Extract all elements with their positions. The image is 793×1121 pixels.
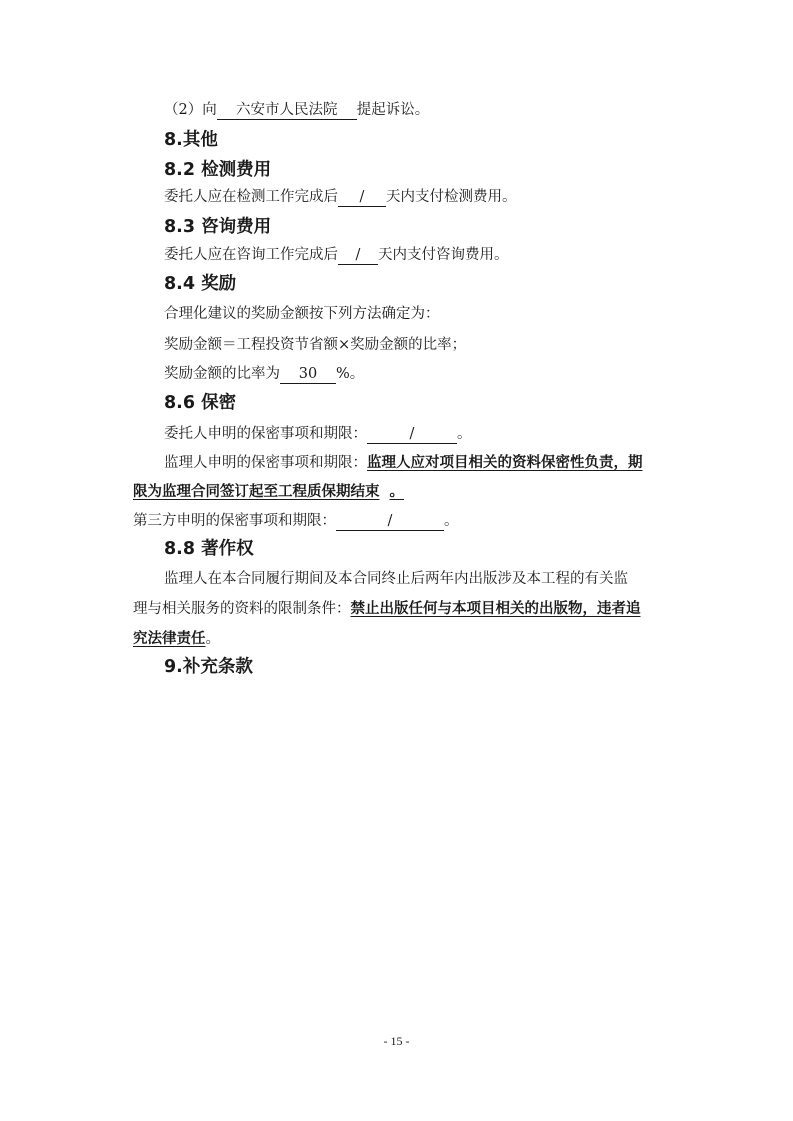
copyright-restriction-end: 。 xyxy=(205,631,220,647)
client-confidentiality-line xyxy=(164,424,472,444)
section-9-title: 9.补充条款 xyxy=(164,657,253,677)
reward-rate-label: 奖励金额的比率为 xyxy=(164,366,280,382)
copyright-line-2 xyxy=(133,599,641,619)
consulting-fee-days-value: / xyxy=(355,247,361,263)
section-8-8-title: 8.8 著作权 xyxy=(164,539,254,559)
supervisor-confidentiality-value-2: 限为监理合同签订起至工程质保期结束 xyxy=(133,484,380,500)
reward-rate-value: 30 xyxy=(298,366,318,382)
section-8-6-title: 8.6 保密 xyxy=(164,393,237,413)
litigation-suffix: 提起诉讼。 xyxy=(356,102,430,118)
copyright-line-1: 监理人在本合同履行期间及本合同终止后两年内出版涉及本工程的有关监 xyxy=(164,571,628,587)
section-8-3-title: 8.3 咨询费用 xyxy=(164,217,272,237)
reward-rate-line xyxy=(164,364,364,384)
reward-rate-unit: %。 xyxy=(336,366,365,382)
client-confidentiality-value: / xyxy=(409,426,415,442)
consulting-fee-text-end: 天内支付咨询费用。 xyxy=(378,247,509,263)
third-party-confidentiality-end: 。 xyxy=(444,513,459,529)
client-confidentiality-end: 。 xyxy=(457,426,472,442)
court-name: 六安市人民法院 xyxy=(235,102,338,118)
testing-fee-days xyxy=(338,188,386,207)
reward-method-line: 合理化建议的奖励金额按下列方法确定为： xyxy=(164,306,440,322)
third-party-confidentiality-field xyxy=(336,512,444,531)
copyright-restriction-value-1: 禁止出版任何与本项目相关的出版物，违者追 xyxy=(350,601,641,617)
section-8-title: 8.其他 xyxy=(164,130,218,150)
page-number: - 15 - xyxy=(383,1034,410,1048)
court-name-field xyxy=(217,101,357,120)
supervisor-confidentiality-end: 。 xyxy=(389,484,404,500)
reward-rate-field xyxy=(280,365,336,384)
testing-fee-days-value: / xyxy=(359,189,365,205)
third-party-confidentiality-label: 第三方申明的保密事项和期限： xyxy=(133,513,336,529)
supervisor-confidentiality-value-1: 监理人应对项目相关的资料保密性负责，期 xyxy=(367,455,643,471)
consulting-fee-days xyxy=(338,246,378,265)
third-party-confidentiality-line xyxy=(133,511,459,531)
copyright-line-3 xyxy=(133,629,220,649)
section-8-2-title: 8.2 检测费用 xyxy=(164,160,272,180)
testing-fee-text: 委托人应在检测工作完成后 xyxy=(164,189,338,205)
testing-fee-line xyxy=(164,187,517,207)
consulting-fee-line xyxy=(164,245,509,265)
third-party-confidentiality-value: / xyxy=(387,513,393,529)
copyright-restriction-label: 理与相关服务的资料的限制条件： xyxy=(133,601,351,617)
supervisor-confidentiality-line-2 xyxy=(133,482,404,502)
client-confidentiality-field xyxy=(367,425,457,444)
supervisor-confidentiality-line-1 xyxy=(164,453,643,473)
supervisor-confidentiality-label: 监理人申明的保密事项和期限： xyxy=(164,455,367,471)
litigation-prefix: （2）向 xyxy=(164,102,217,118)
client-confidentiality-label: 委托人申明的保密事项和期限： xyxy=(164,426,367,442)
litigation-line xyxy=(164,100,429,120)
consulting-fee-text: 委托人应在咨询工作完成后 xyxy=(164,247,338,263)
section-8-4-title: 8.4 奖励 xyxy=(164,274,237,294)
copyright-restriction-value-2: 究法律责任 xyxy=(133,631,206,647)
testing-fee-text-end: 天内支付检测费用。 xyxy=(386,189,517,205)
reward-formula-line: 奖励金额＝工程投资节省额×奖励金额的比率； xyxy=(164,337,467,353)
